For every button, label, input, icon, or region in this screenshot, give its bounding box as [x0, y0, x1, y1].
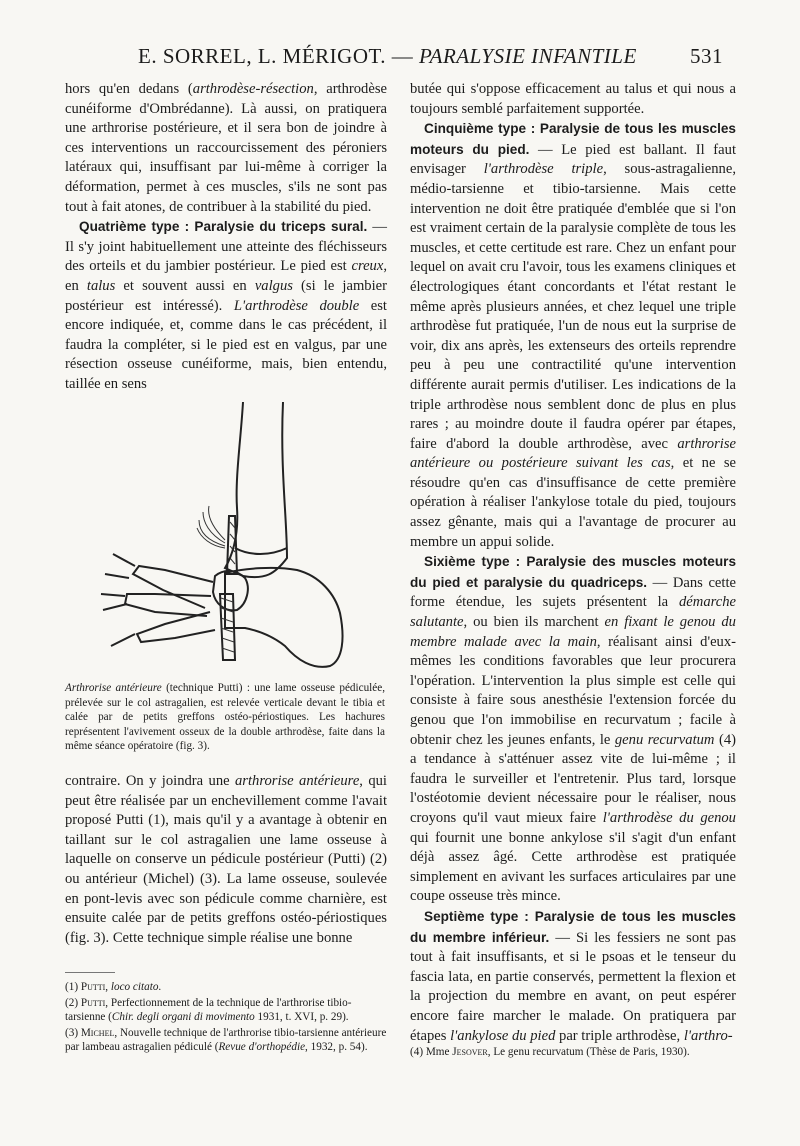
header-running-title: PARALYSIE INFANTILE: [419, 44, 637, 68]
text-run: (2): [65, 996, 81, 1009]
caption-lead: Arthrorise antérieure: [65, 682, 162, 694]
section-heading: Septième type : Paralysie de tous les muscles du membre inférieur.: [410, 908, 736, 945]
text-run: , 1932, p. 54).: [305, 1041, 368, 1054]
text-run: — Le pied est ballant. Il faut envisager: [410, 141, 736, 178]
text-run: — Dans cette forme étendue, les sujets présentent la: [410, 574, 736, 611]
text-run: Michel: [80, 1026, 115, 1039]
calcaneus-outline: [225, 568, 343, 667]
paragraph: [65, 772, 387, 948]
text-run: , Le genu recurvatum (Thèse de Paris, 1930).: [487, 1046, 690, 1058]
footnote-rule: [65, 972, 115, 973]
text-run: — Il s'y joint habituellement une atteinte des fléchisseurs des orteils et du jambier postérieur. Le pied est: [65, 219, 387, 275]
paragraph-septieme-type: [410, 907, 736, 1046]
text-run: 1931, t. XVI, p. 29).: [254, 1011, 349, 1024]
text-run: , Perfectionnement de la technique de l'arthrorise tibio-tarsienne (: [65, 996, 352, 1024]
text-run: .: [158, 981, 162, 993]
text-run-italic: valgus: [254, 277, 293, 294]
text-run: (3): [65, 1026, 81, 1039]
text-run-italic: Revue d'orthopédie: [218, 1041, 306, 1054]
text-run: par triple arthrodèse,: [555, 1027, 684, 1044]
text-run: , Nouvelle technique de l'arthrorise tibio-tarsienne antérieure par lambeau astragalien pédiculé (: [65, 1026, 387, 1054]
figure-caption: [65, 681, 385, 754]
text-run-italic: démarche salutante: [410, 594, 736, 631]
footnote-1: [65, 980, 387, 995]
paragraph-sixieme-type: [410, 552, 736, 907]
text-run-italic: loco citato: [110, 981, 159, 993]
left-column-continued: [65, 772, 387, 948]
section-heading: Sixième type : Paralysie des muscles moteurs du pied et paralysie du quadriceps.: [410, 554, 736, 590]
text-run-italic: L'arthrodèse double: [233, 297, 360, 314]
text-run: qui fournit une bonne ankylose s'il s'agit d'un enfant déjà assez âgé. Cette arthrodèse est pratiquée simplement en avivant les surfaces articulaires par une coupe osseuse très mince.: [410, 829, 736, 905]
text-run: , sous-astragalienne, médio-tarsienne et tibio-tarsienne. Mais cette intervention ne doit être pratiquée d'emblée que si l'on est vraiment certain de la paralysie complète de tous les muscles, et cette certitude est rare. Chez un enfant pour lequel on avait cru l'avoir, tous les examens cliniques et électrologiques étant concordants et l'état restant le même après plusieurs années, et chez lequel une triple arthrodèse fut pratiquée, l'un de nous eut la surprise de voir, dix ans après, les extenseurs des orteils reprendre peu à peu une contractilité qu'une intervention différente aurait permis d'utiliser. Les indications de la triple arthrodèse nous semblent donc de plus en plus rares ; au moindre doute il faudra opérer par étapes, faire d'abord la double arthrodèse, avec: [410, 161, 736, 452]
text-run-italic: en fixant le genou du membre malade avec la main: [410, 614, 736, 650]
footnotes-left: [65, 980, 387, 1056]
text-run: Jesover: [452, 1046, 488, 1058]
text-run-italic: talus: [86, 277, 116, 294]
text-run: , arthrodèse cunéiforme d'Ombrédanne). Là aussi, on pratiquera une arthrorise postérieure, et il sera bon de joindre à ces interventions un raccourcissement des péroniers latéraux qui, insuffisant par lui-même à corriger la déformation, permet à ces muscles, s'ils ne sont pas tout à fait atones, de contribuer à la stabilité du pied.: [65, 81, 387, 215]
text-run: Putti: [80, 981, 106, 993]
text-run-italic: creux: [351, 258, 384, 275]
tendon-fan: [197, 506, 225, 548]
text-run-italic: arthrorise antérieure: [235, 773, 360, 789]
text-run: et souvent aussi en: [115, 277, 255, 294]
text-run: , et ne se résoudre qu'en cas d'insuffisance de cette première opération à réaliser l'ankylose totale du pied, toujours assez gênante, mais qui a l'avantage de procurer au membre un appui solide.: [410, 455, 736, 550]
running-title: [138, 44, 637, 69]
text-run-italic: Chir. degli organi di movimento: [111, 1011, 255, 1024]
text-run-italic: arthrorise antérieure ou postérieure suivant les cas: [410, 435, 736, 472]
text-run: Putti: [80, 996, 106, 1009]
page-number: 531: [690, 44, 723, 68]
tibia-joint-line: [235, 548, 287, 554]
text-run-italic: arthrodèse-résection: [192, 81, 314, 97]
talus-head: [213, 571, 248, 610]
text-run: Mme: [425, 1046, 453, 1058]
running-header: [0, 44, 800, 74]
text-run: contraire. On y joindra une: [65, 773, 235, 789]
text-run: (4): [410, 1046, 426, 1058]
caption-text: (technique Putti) : une lame osseuse pédiculée, prélevée sur le col astragalien, est relevée verticale devant le tibia et calée par de petits greffons ostéo-périostiques. Les hachures représentent l'avivement osseux de la double arthrodèse, faite dans la même séance opératoire (fig. 3).: [65, 682, 386, 753]
text-run: , en: [65, 258, 387, 294]
foot-drawing: [75, 398, 385, 673]
paragraph-quatrieme-type: [65, 217, 387, 394]
figure-foot-illustration: [75, 398, 385, 673]
text-run: hors qu'en dedans (: [65, 81, 193, 97]
text-run: ,: [105, 981, 111, 993]
text-run-italic: l'arthro-: [683, 1027, 733, 1044]
text-run-italic: l'arthrodèse du genou: [602, 809, 736, 826]
paragraph: butée qui s'oppose efficacement au talus et qui nous a toujours semblé parfaitement supportée.: [410, 81, 736, 117]
section-heading: Cinquième type : Paralysie de tous les muscles moteurs du pied.: [410, 121, 736, 157]
paragraph-cinquieme-type: [410, 119, 736, 552]
text-run: est encore indiquée, et, comme dans le cas précédent, il faudra la compléter, si le pied est en valgus, par une résection osseuse cunéiforme, mais, bien entendu, taillée en sens: [65, 297, 387, 392]
paragraph: [65, 80, 387, 217]
text-run-italic: l'ankylose du pied: [450, 1027, 556, 1044]
text-run: , ou bien ils marchent: [463, 614, 605, 631]
toes: [101, 554, 135, 646]
footnote-3: [65, 1026, 387, 1055]
right-column: [410, 80, 736, 1046]
text-run: (1): [65, 981, 81, 993]
text-run: (4) a tendance à s'atténuer assez vite de lui-même ; il faudra le surveiller et l'entretenir. Plus tard, lorsque l'ostéotomie devient nécessaire pour le réaliser, nous croyons qu'il vaut mieux faire: [410, 731, 736, 826]
text-run-italic: genu recurvatum: [614, 731, 715, 748]
text-run: , qui peut être réalisée par un enchevillement comme l'avait proposé Putti (1), mais qu'il y a avantage à obtenir en taillant sur le col astragalien une lame osseuse à laquelle on conserve un pédicule postérieur (Putti) (2) ou antérieur (Michel) (3). La lame osseuse, soulevée en pont-levis avec son pédicule comme charnière, est ensuite calée par de petits greffons ostéo-périostiques (fig. 3). Cette technique simple réalise une bonne: [65, 773, 387, 946]
left-column: [65, 80, 387, 395]
text-run: (si le jambier postérieur est intéressé).: [65, 277, 387, 314]
text-run: , réalisant ainsi d'eux-mêmes les conditions favorables que leur procurera l'opération. L'intervention la plus simple est celle qui consiste à faire sous anesthésie l'extension forcée du genou que l'on immobilise en recurvatum ; facile à obtenir chez les jeunes enfants, le: [410, 633, 736, 748]
footnote-2: [65, 996, 387, 1025]
metatarsal-1: [133, 566, 213, 608]
footnote-4: [410, 1045, 736, 1060]
text-run: — Si les fessiers ne sont pas tout à fait insuffisants, et si le psoas et le tenseur du fascia lata, en partie conservés, permettent la flexion et la projection du membre en avant, on peut espérer encore faire marcher le malade. On pratiquera par étapes: [410, 929, 737, 1044]
header-authors: E. SORREL, L. MÉRIGOT. —: [138, 44, 420, 68]
footnotes-right: [410, 1045, 736, 1060]
section-heading: Quatrième type : Paralysie du triceps sural.: [79, 219, 368, 235]
text-run-italic: l'arthrodèse triple: [483, 161, 604, 178]
